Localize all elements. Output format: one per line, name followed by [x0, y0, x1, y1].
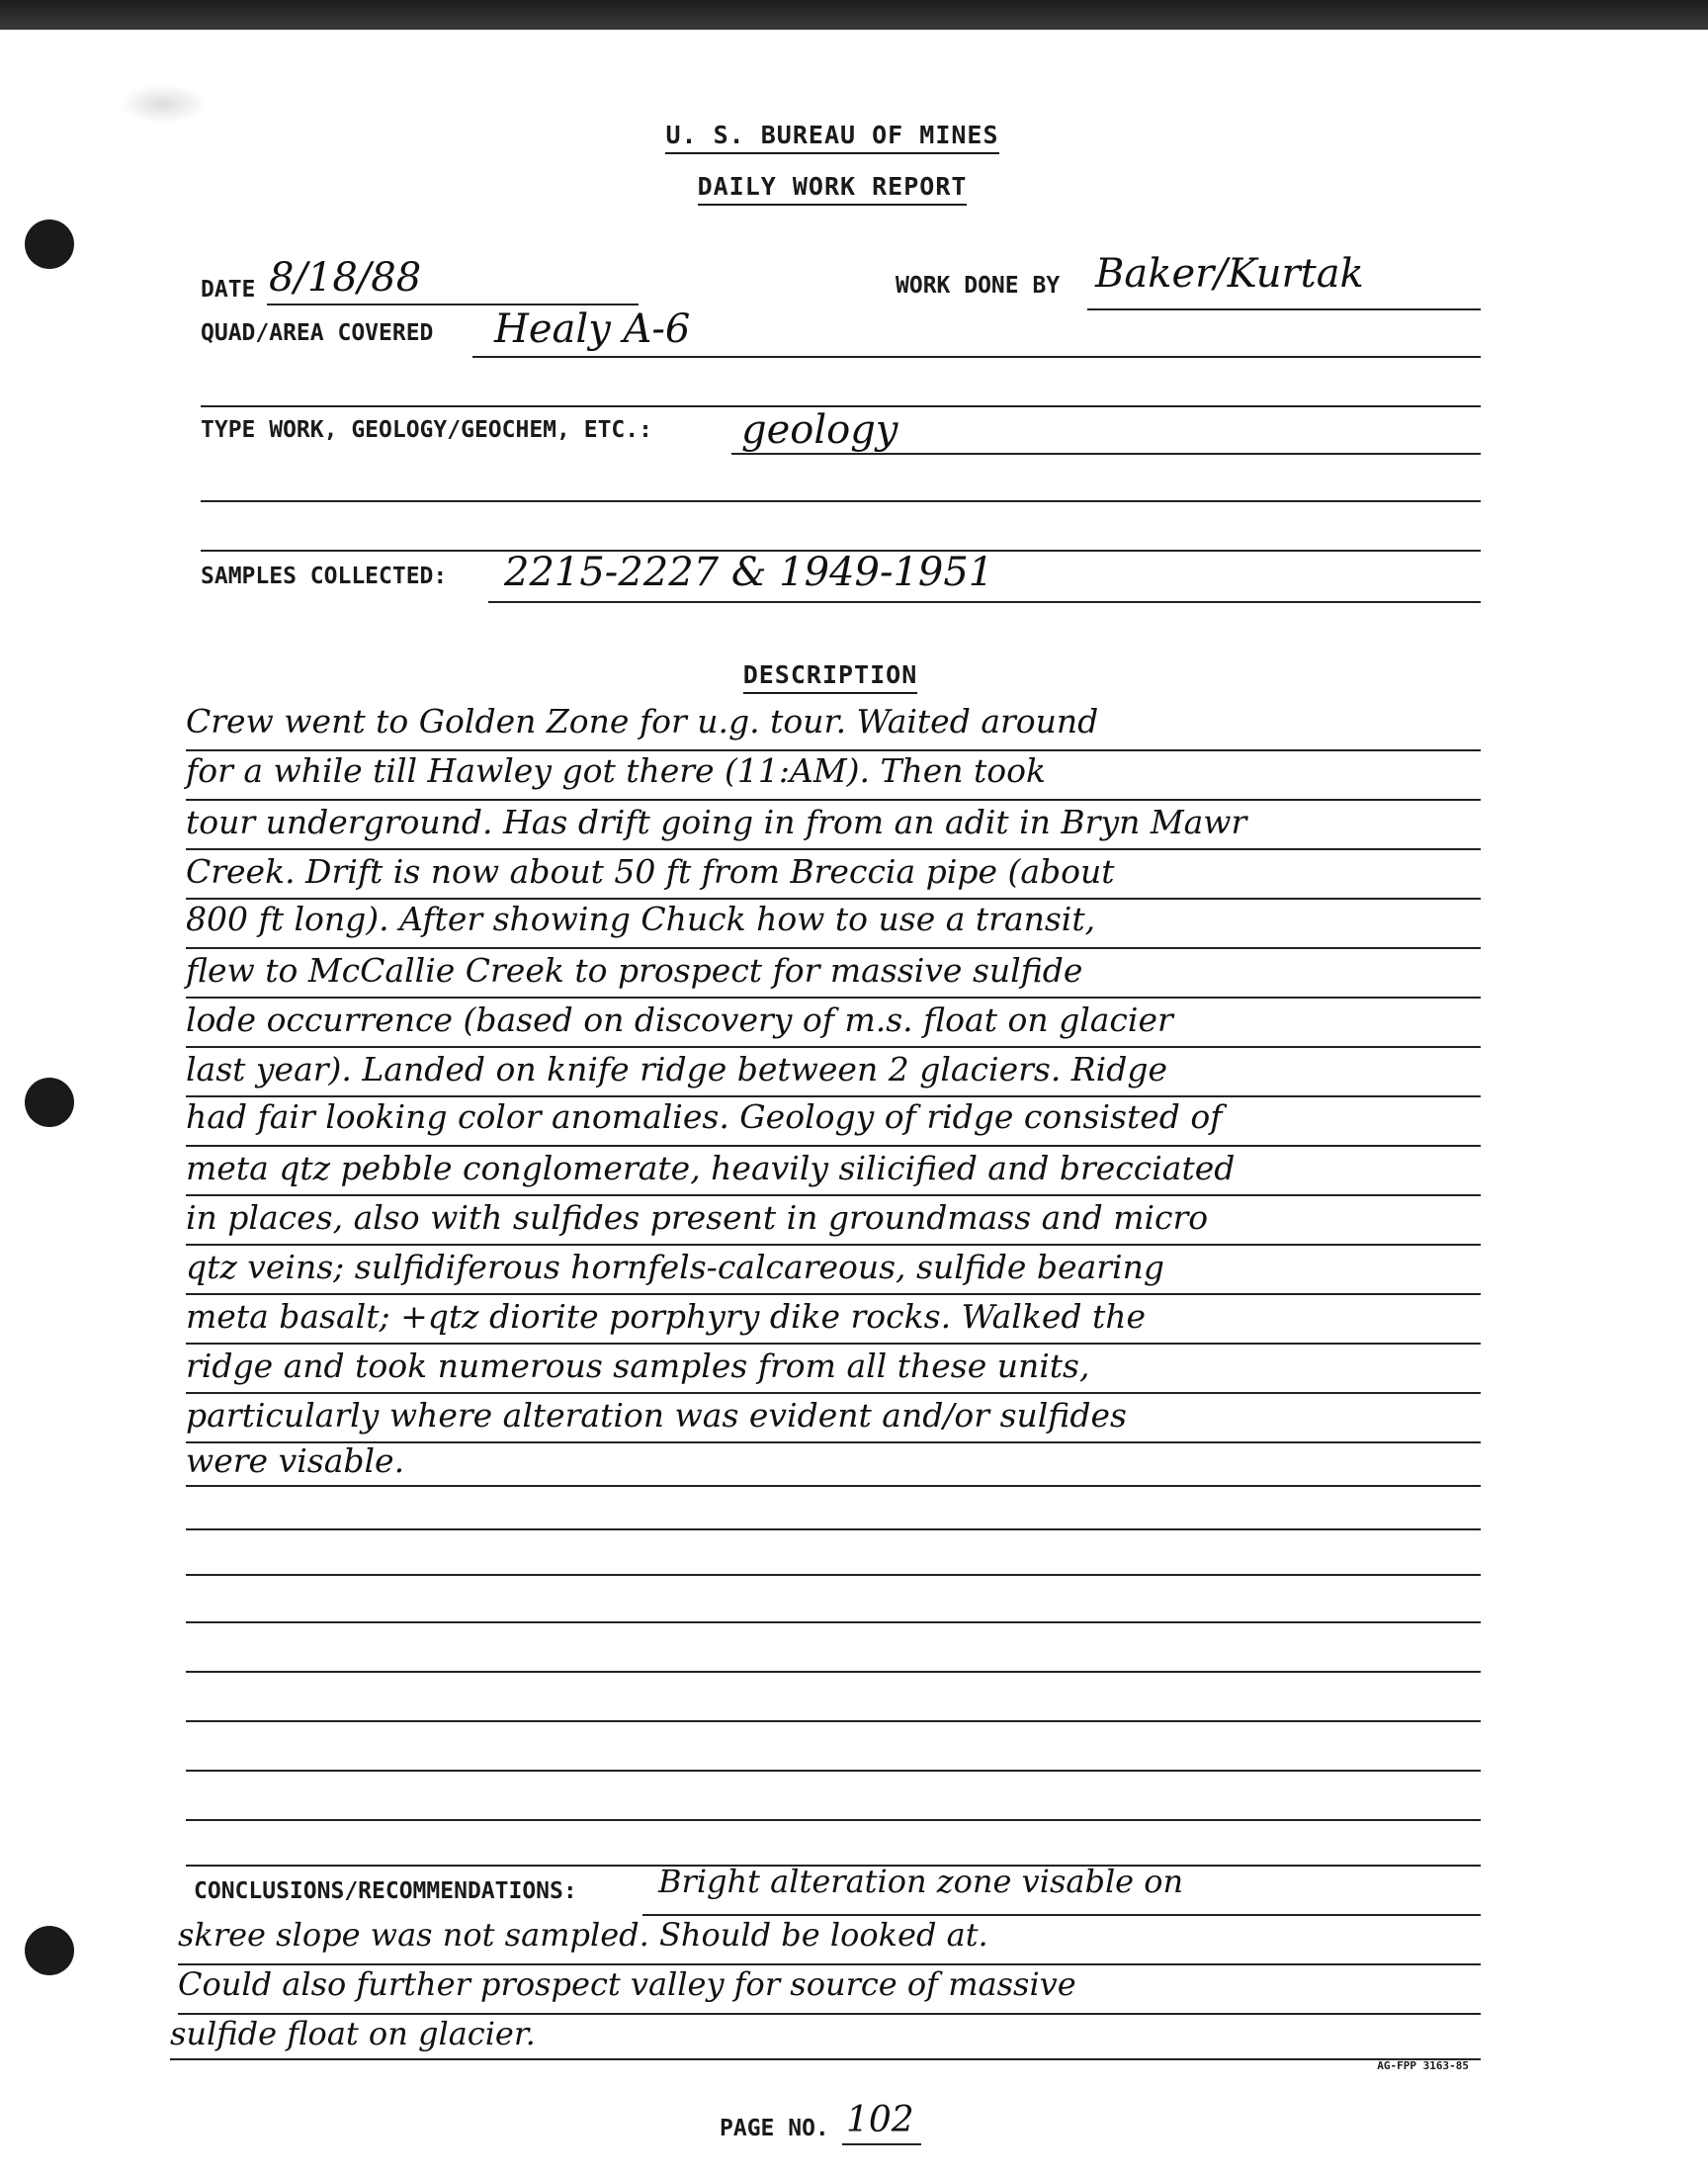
description-line: for a while till Hawley got there (11:AM). Then took — [186, 751, 1047, 790]
description-rule — [186, 1392, 1481, 1394]
description-rule — [186, 947, 1481, 949]
quad-label: QUAD/AREA COVERED — [201, 320, 434, 346]
description-rule — [186, 1244, 1481, 1246]
samples-value: 2215-2227 & 1949-1951 — [504, 550, 994, 595]
work-done-by-label: WORK DONE BY — [896, 273, 1061, 299]
blank-line-2 — [201, 500, 1481, 502]
conclusions-line: Could also further prospect valley for source of massive — [178, 1965, 1076, 2003]
description-line: meta basalt; +qtz diorite porphyry dike rocks. Walked the — [186, 1297, 1147, 1336]
description-rule — [186, 799, 1481, 801]
binder-hole-bottom — [25, 1926, 74, 1975]
conclusions-line: skree slope was not sampled. Should be looked at. — [178, 1916, 988, 1954]
blank-rule — [186, 1528, 1481, 1530]
description-line: were visable. — [186, 1441, 405, 1480]
report-title: DAILY WORK REPORT — [536, 172, 1129, 201]
conclusions-line: Bright alteration zone visable on — [658, 1863, 1184, 1900]
binder-hole-top — [25, 219, 74, 269]
description-rule — [186, 997, 1481, 999]
work-done-by-line — [1087, 308, 1481, 310]
type-work-label: TYPE WORK, GEOLOGY/GEOCHEM, ETC.: — [201, 417, 652, 443]
form-code: AG-FPP 3163-85 — [1377, 2059, 1469, 2072]
work-done-by-value: Baker/Kurtak — [1095, 251, 1364, 297]
page-number-value: 102 — [846, 2100, 914, 2140]
type-work-line — [731, 453, 1481, 455]
description-line: Creek. Drift is now about 50 ft from Breccia pipe (about — [186, 852, 1115, 891]
binder-hole-middle — [25, 1078, 74, 1127]
description-line: in places, also with sulfides present in groundmass and micro — [186, 1198, 1209, 1237]
description-line: had fair looking color anomalies. Geology of ridge consisted of — [186, 1097, 1223, 1136]
blank-rule — [186, 1819, 1481, 1821]
description-line: lode occurrence (based on discovery of m.s. float on glacier — [186, 1000, 1173, 1039]
description-line: tour underground. Has drift going in from an adit in Bryn Mawr — [186, 803, 1247, 841]
description-line: 800 ft long). After showing Chuck how to use a transit, — [186, 900, 1096, 938]
samples-line — [488, 601, 1481, 603]
date-label: DATE — [201, 277, 256, 303]
conclusions-rule — [170, 2058, 1481, 2060]
agency-title: U. S. BUREAU OF MINES — [536, 121, 1129, 149]
date-value: 8/18/88 — [269, 255, 422, 301]
description-rule — [186, 1343, 1481, 1345]
conclusions-label: CONCLUSIONS/RECOMMENDATIONS: — [194, 1878, 577, 1904]
description-line: meta qtz pebble conglomerate, heavily silicified and brecciated — [186, 1149, 1236, 1187]
page-number-line — [842, 2143, 921, 2145]
description-rule — [186, 1046, 1481, 1048]
quad-value: Healy A-6 — [494, 306, 691, 352]
blank-rule — [186, 1574, 1481, 1576]
description-rule — [186, 1194, 1481, 1196]
description-rule — [186, 848, 1481, 850]
page-number-label: PAGE NO. — [720, 2116, 829, 2141]
description-line: ridge and took numerous samples from all these units, — [186, 1347, 1090, 1385]
type-work-value: geology — [741, 407, 898, 453]
blank-rule — [186, 1671, 1481, 1673]
description-rule — [186, 1145, 1481, 1147]
description-heading: DESCRIPTION — [534, 660, 1127, 689]
samples-label: SAMPLES COLLECTED: — [201, 564, 448, 589]
description-line: last year). Landed on knife ridge between 2 glaciers. Ridge — [186, 1050, 1167, 1088]
scan-edge-shadow — [0, 0, 1708, 30]
description-line: particularly where alteration was evident and/or sulfides — [186, 1396, 1127, 1435]
description-line: qtz veins; sulfidiferous hornfels-calcareous, sulfide bearing — [186, 1248, 1164, 1286]
description-line: flew to McCallie Creek to prospect for massive sulfide — [186, 951, 1083, 990]
description-rule — [186, 1293, 1481, 1295]
quad-line — [472, 356, 1481, 358]
description-line: Crew went to Golden Zone for u.g. tour. Waited around — [186, 702, 1099, 740]
scan-smudge — [119, 84, 208, 124]
blank-rule — [186, 1621, 1481, 1623]
conclusions-line: sulfide float on glacier. — [170, 2015, 536, 2052]
blank-rule — [186, 1770, 1481, 1772]
date-line — [267, 304, 639, 305]
description-rule — [186, 1485, 1481, 1487]
blank-rule — [186, 1720, 1481, 1722]
